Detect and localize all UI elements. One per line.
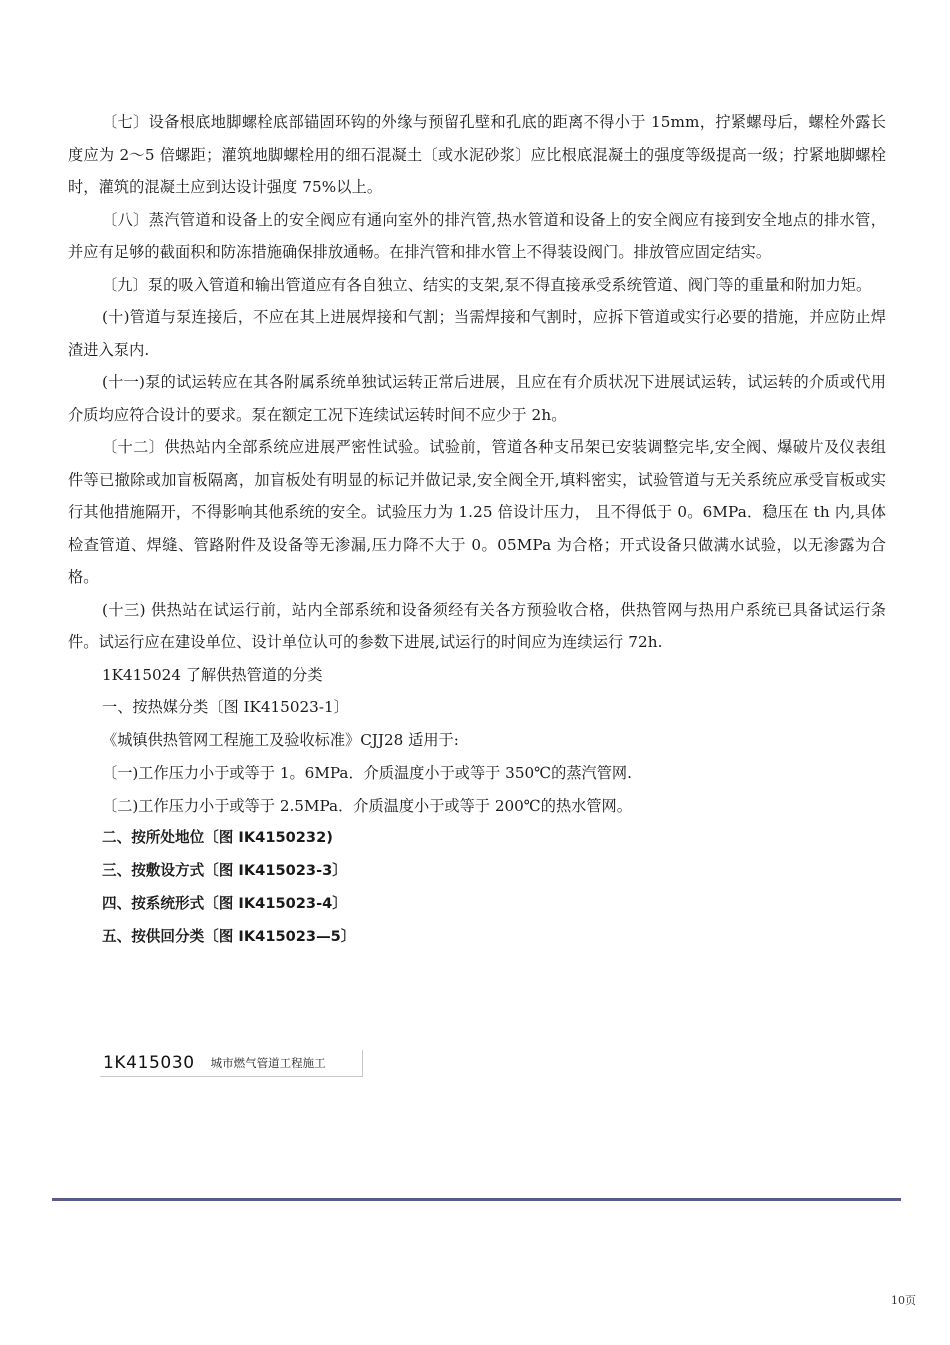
category-heading-4: 四、按系统形式〔图 IK415023-4〕	[102, 895, 347, 913]
subsection-heading: 1K415024 了解供热管道的分类	[102, 665, 323, 684]
category-heading-2: 二、按所处地位〔图 IK4150232)	[102, 829, 333, 847]
paragraph-11: (十一)泵的试运转应在其各附属系统单独试运转正常后进展，且应在有介质状况下进展试运转，试运转的介质或代用介质均应符合设计的要求。泵在额定工况下连续试运转时间不应少于 2h。	[68, 373, 886, 424]
section-heading-box	[100, 1050, 363, 1077]
paragraph-13: (十三) 供热站在试运行前，站内全部系统和设备须经有关各方预验收合格，供热管网与热用户系统已具备试运行条件。试运行应在建设单位、设计单位认可的参数下进展,试运行的时间应为连续运行 72h.	[68, 600, 886, 651]
category-heading-1: 一、按热媒分类〔图 IK415023-1〕	[102, 698, 349, 717]
paragraph-8: 〔八〕蒸汽管道和设备上的安全阀应有通向室外的排汽管,热水管道和设备上的安全阀应有接到安全地点的排水管，并应有足够的截面积和防冻措施确保排放通畅。在排汽管和排水管上不得装设阀门。排放管应固定结实。	[68, 210, 886, 261]
section-title: 城市燃气管道工程施工	[210, 1056, 326, 1070]
page-number: 10页	[891, 1294, 916, 1307]
paragraph-7: 〔七〕设备根底地脚螺栓底部锚固环钩的外缘与预留孔壁和孔底的距离不得小于 15mm，拧紧螺母后，螺栓外露长度应为 2～5 倍螺距；灌筑地脚螺栓用的细石混凝土〔或水泥砂浆〕应比根底混凝土的强度等级提高一级；拧紧地脚螺栓时，灌筑的混凝土应到达设计强度 75%以上。	[68, 113, 886, 196]
standard-reference: 《城镇供热管网工程施工及验收标准》CJJ28 适用于:	[102, 731, 459, 750]
category-heading-3: 三、按敷设方式〔图 IK415023-3〕	[102, 862, 347, 880]
category-heading-5: 五、按供回分类〔图 IK415023—5〕	[102, 927, 356, 945]
paragraph-10: (十)管道与泵连接后，不应在其上进展焊接和气割；当需焊接和气割时，应拆下管道或实行必要的措施，并应防止焊渣进入泵内.	[68, 308, 886, 359]
section-code: 1K415030	[103, 1053, 195, 1073]
footer-divider	[52, 1198, 901, 1201]
list-item: 〔一)工作压力小于或等于 1。6MPa．介质温度小于或等于 350℃的蒸汽管网.	[102, 763, 632, 782]
paragraph-9: 〔九〕泵的吸入管道和输出管道应有各自独立、结实的支架,泵不得直接承受系统管道、阀门等的重量和附加力矩。	[102, 275, 872, 294]
list-item: 〔二)工作压力小于或等于 2.5MPa．介质温度小于或等于 200℃的热水管网。	[102, 796, 632, 815]
body-text	[68, 106, 886, 954]
paragraph-12: 〔十二〕供热站内全部系统应进展严密性试验。试验前，管道各种支吊架已安装调整完毕,安全阀、爆破片及仪表组件等已撤除或加盲板隔离，加盲板处有明显的标记并做记录,安全阀全开,填料密实，试验管道与无关系统应承受盲板或实行其他措施隔开，不得影响其他系统的安全。试验压力为 1.25 倍设计压力， 且不得低于 0。6MPa．稳压在 th 内,具体检查管道、焊缝、管路附件及设备等无渗漏,压力降不大于 0。05MPa 为合格；开式设备只做满水试验，以无渗露为合格。	[68, 438, 886, 586]
